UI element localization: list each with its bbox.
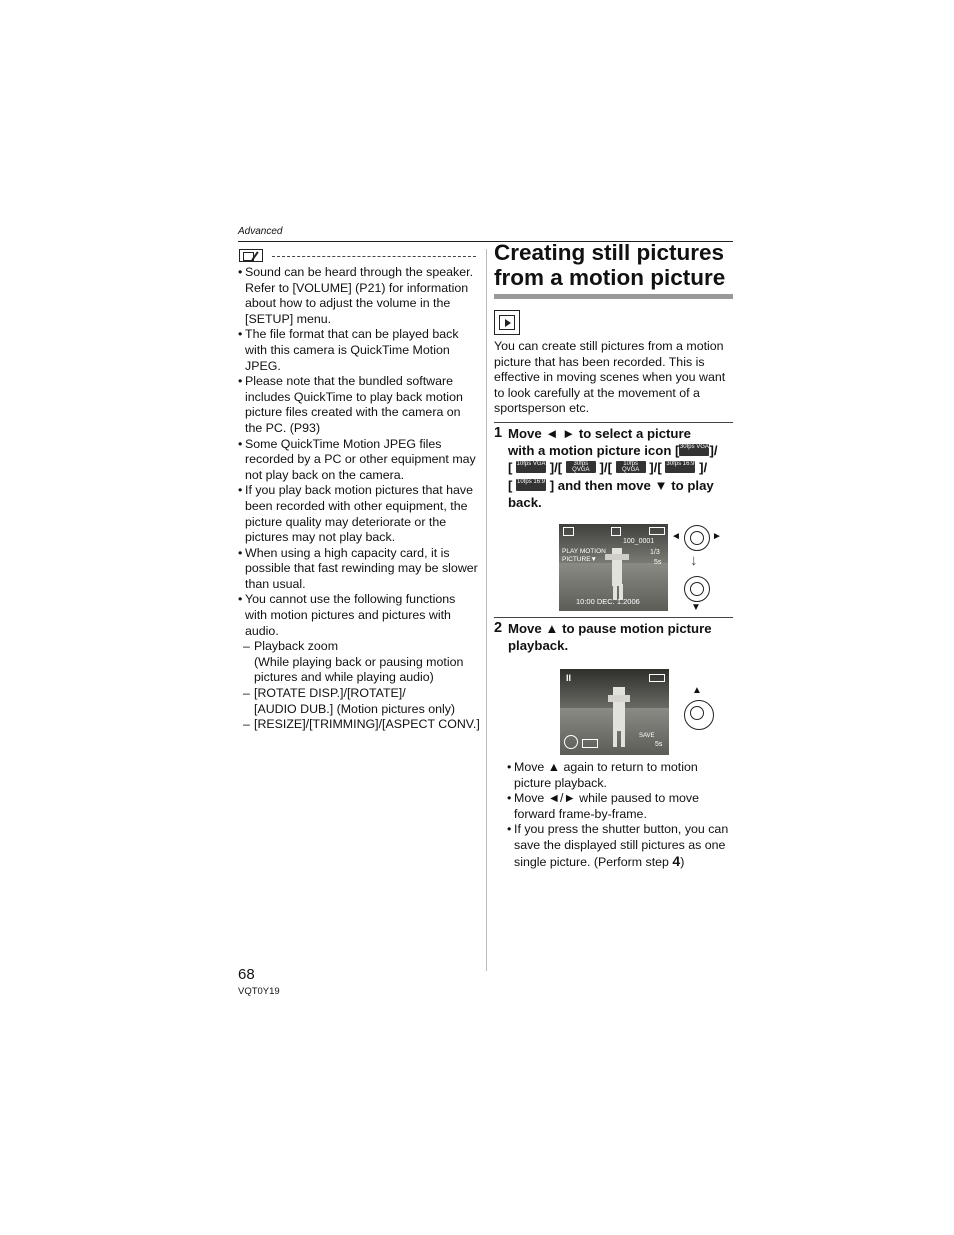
save-label: SAVE <box>639 733 655 739</box>
file-number: 100_0001 <box>623 538 655 545</box>
motion-icon-10fps-16-9: 10fps 16:9 <box>516 479 546 491</box>
battery-icon <box>649 527 665 535</box>
down-arrow-icon: ▼ <box>691 602 701 613</box>
step1-text-d: ] and then move <box>549 477 655 493</box>
after-step-notes <box>507 760 735 870</box>
step2-text-b: to pause motion picture <box>558 621 712 636</box>
step-2 <box>494 620 734 654</box>
playback-mode-icon <box>494 310 520 335</box>
up-arrow-icon: ▲ <box>692 685 702 696</box>
step2-text-a: Move <box>508 621 546 636</box>
play-mode-icon <box>563 527 574 536</box>
frame-step-icon <box>582 739 598 748</box>
cursor-dial-icon <box>684 525 710 551</box>
motion-icon-10fps-qvga: 10fps QVGA <box>616 461 646 473</box>
note-item: • Move ◄/► while paused to move forward frame-by-frame. <box>507 791 735 822</box>
up-arrow-icon: ▲ <box>545 621 559 636</box>
note-bullet: • The file format that can be played back with this camera is QuickTime Motion JPEG. <box>238 327 480 374</box>
step-1: 1 Move ◄ ► to select a picture with a motion picture icon [30fps VGA]/ [ 10fps VGA ]/[ 30fps QVGA ]/[ 10fps QVGA ]/[ 30fps 16:9 ]/ [ 10fps 16:9 ] and then move ▼ to play back. <box>494 425 734 511</box>
page-title <box>494 241 734 290</box>
page-number: 68 <box>238 966 255 983</box>
overlay-line-2: PICTURE▼ <box>562 556 597 563</box>
dashed-divider <box>272 256 476 257</box>
cursor-icon <box>564 735 578 749</box>
picture-count: 1/3 <box>650 549 660 556</box>
motion-picture-icon <box>611 527 621 536</box>
battery-icon <box>649 674 665 682</box>
step1-text-c: with a motion picture icon [ <box>508 443 680 459</box>
step2-rule <box>494 617 733 618</box>
note-bullet: • Some QuickTime Motion JPEG files recorded by a PC or other equipment may not play back on the camera. <box>238 437 480 484</box>
overlay-line-1: PLAY MOTION <box>562 548 606 555</box>
note-subitem: (While playing back or pausing motion pictures and while playing audio) <box>254 654 464 685</box>
duration: 5s <box>654 559 662 566</box>
step1-text-e: to play <box>667 477 714 493</box>
section-label: Advanced <box>238 226 283 237</box>
note-item: • Move ▲ again to return to motion picture playback. <box>507 760 735 791</box>
motion-icon-30fps-16-9: 30fps 16:9 <box>665 461 695 473</box>
camera-screen-2 <box>560 669 669 755</box>
document-code: VQT0Y19 <box>238 986 280 997</box>
camera-screen-1 <box>559 524 668 611</box>
motion-icon-30fps-qvga: 30fps QVGA <box>566 461 596 473</box>
left-arrow-icon: ◄ <box>545 426 563 441</box>
intro-text: You can create still pictures from a motion picture that has been recorded. This is effective in moving scenes when you want to look carefully at the movement of a sportsperson etc. <box>494 339 726 416</box>
title-line-1: Creating still pictures <box>494 240 725 265</box>
note-subitem: – [RESIZE]/[TRIMMING]/[ASPECT CONV.] <box>238 717 480 733</box>
step1-text-f: back. <box>508 494 542 510</box>
note-subitem: – [ROTATE DISP.]/[ROTATE]/ <box>238 686 480 702</box>
arrow-down-icon: ↓ <box>690 552 698 569</box>
left-arrow-icon: ◄ <box>671 531 681 542</box>
step-1-number: 1 <box>494 425 503 441</box>
duration: 5s <box>655 741 663 748</box>
motion-icon-10fps-vga: 10fps VGA <box>516 461 546 473</box>
note-bullet: • Sound can be heard through the speaker. Refer to [VOLUME] (P21) for information about how to adjust the volume in the [SETUP] menu. <box>238 265 480 327</box>
column-divider <box>486 249 487 971</box>
motion-icon-30fps-vga: 30fps VGA <box>679 444 709 456</box>
step2-text-c: playback. <box>508 638 569 654</box>
step1-rule <box>494 422 733 423</box>
step-2-number: 2 <box>494 620 503 636</box>
note-bullet: • You cannot use the following functions with motion pictures and pictures with audio. <box>238 592 480 639</box>
down-arrow-icon: ▼ <box>654 477 668 493</box>
note-subitem: [AUDIO DUB.] (Motion pictures only) <box>254 701 456 716</box>
cursor-dial-icon <box>684 576 710 602</box>
note-bullet: • When using a high capacity card, it is possible that fast rewinding may be slower than usual. <box>238 546 480 593</box>
note-header <box>238 249 476 263</box>
note-bullet: • Please note that the bundled software includes QuickTime to play back motion picture files created with the camera on the PC. (P93) <box>238 374 480 436</box>
step1-text-a: Move <box>508 426 546 441</box>
right-arrow-icon: ► <box>712 531 722 542</box>
note-subitem: – Playback zoom <box>238 639 480 655</box>
pause-icon: II <box>566 673 572 683</box>
step1-text-b: to select a picture <box>575 426 691 441</box>
title-underline <box>494 294 733 299</box>
title-line-2: from a motion picture <box>494 264 726 290</box>
date-stamp: 10:00 DEC. 1.2006 <box>576 597 640 606</box>
step-ref: 4 <box>672 852 681 869</box>
notes-list <box>238 265 480 733</box>
cursor-dial-icon <box>684 700 714 730</box>
right-arrow-icon: ► <box>562 426 576 441</box>
note-item: • If you press the shutter button, you can save the displayed still pictures as one single picture. (Perform step 4) <box>507 822 735 870</box>
note-bullet: • If you play back motion pictures that have been recorded with other equipment, the picture quality may deteriorate or the pictures may not play back. <box>238 483 480 545</box>
memo-icon <box>239 249 263 262</box>
